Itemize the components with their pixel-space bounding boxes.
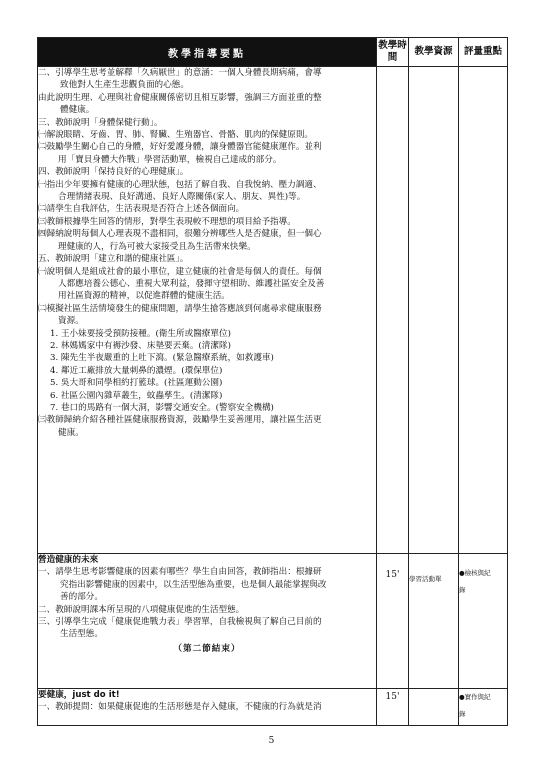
section2-time (377, 554, 409, 689)
section1-tail-line: 健康。 (58, 427, 84, 438)
section2-content (38, 554, 377, 689)
section2-line: 生活型態。 (60, 629, 103, 640)
section2-title: 營造健康的未來 (38, 555, 99, 565)
section1-line: 合理情緒表現、良好溝通、良好人際關係(家人、朋友、異性)等。 (58, 192, 306, 203)
section1-line: 用社區資源的精神，以促進群體的健康生活。 (58, 291, 230, 302)
section2-eval-line1: ●檢核與紀 (459, 569, 491, 577)
section3-line1: 一、教師提問：如果健康促進的生活形態是存入健康，不健康的行為就是消 (38, 702, 322, 713)
section2-lines (38, 566, 376, 640)
service-quiz-item: 7. 巷口的馬路有一個大洞，影響交通安全。(警察安全機構) (50, 402, 274, 413)
header-teaching-time: 教學時間 (377, 38, 409, 67)
section1-line: 用「寶貝身體大作戰」學習活動單，檢視自己達成的部分。 (58, 154, 282, 165)
section1-line: 致他對人生產生悲觀負面的心態。 (60, 80, 189, 91)
section2-time-value: 15' (385, 570, 400, 580)
section1-line: ㈠解說眼睛、牙齒、胃、肺、腎臟、生殖器官、骨骼、肌肉的保健原則。 (38, 130, 314, 141)
section1-line: ㈡請學生自我評估，生活表現是否符合上述各個面向。 (38, 204, 245, 215)
section1-line: ㈡模擬社區生活情境發生的健康問題，請學生搶答應該到何處尋求健康服務 (38, 303, 322, 314)
section1-time-cell (377, 67, 409, 554)
section2-line: 一、請學生思考影響健康的因素有哪些？學生自由回答，教師指出：根據研 (38, 567, 322, 578)
section1-line: 二、引導學生思考並解釋「久病厭世」的意涵：一個人身體長期病痛，會導 (38, 68, 322, 78)
header-teaching-resource: 教學資源 (409, 38, 459, 67)
table-header-row (38, 38, 508, 67)
section3-time-value: 15' (385, 692, 400, 702)
section1-line: 三、教師說明「身體保健行動」。 (38, 117, 163, 128)
section1-line: ㈠指出少年要擁有健康的心理狀態，包括了解自我、自我悅納、壓力調適、 (38, 179, 322, 190)
section1-line: 理健康的人，行為可被大家接受且為生活帶來快樂。 (58, 241, 256, 252)
section3-eval-line2: 錄 (459, 710, 466, 718)
service-quiz-item: 1. 王小妹要接受預防接種。(衛生所或醫療單位) (50, 328, 231, 339)
section-end-mark: （第二節結束） (173, 643, 241, 654)
section2-evaluation (459, 554, 508, 689)
section3-content (38, 689, 377, 726)
section1-line: 五、教師說明「建立和諧的健康社區」。 (38, 254, 189, 265)
section2-row (38, 554, 508, 689)
section2-line: 善的部分。 (60, 592, 103, 603)
service-quiz-item: 4. 鄰近工廠排放大量刺鼻的濃煙。(環保單位) (50, 365, 223, 376)
section1-line: 資源。 (58, 316, 84, 327)
section1-line: 四、教師說明「保持良好的心理健康」。 (38, 167, 189, 178)
service-quiz-item: 5. 吳大哥和同學相約打籃球。(社區運動公園) (50, 378, 223, 389)
page-number: 5 (268, 736, 275, 746)
section2-resource-value: 學習活動單 (409, 575, 442, 583)
section3-title: 要健康，just do it! (38, 690, 120, 700)
section1-line: 體健康。 (60, 105, 95, 116)
section3-row (38, 689, 508, 726)
section3-time (377, 689, 409, 726)
section1-eval-cell (459, 67, 508, 554)
section3-resource (409, 689, 459, 726)
section1-line: ㈣歸納說明每個人心理表現不盡相同，很難分辨哪些人是否健康，但一個心 (38, 229, 322, 240)
section2-line: 究指出影響健康的因素中，以生活型態為重要，也是個人最能掌握與改 (60, 579, 327, 590)
section1-content (38, 67, 377, 554)
section2-eval-line2: 錄 (459, 586, 466, 594)
section2-line: 二、教師說明課本所呈現的八項健康促進的生活型態。 (38, 604, 245, 615)
section2-resource (409, 554, 459, 689)
section1-line: 由此說明生理、心理與社會健康關係密切且相互影響，強調三方面並重的整 (38, 92, 322, 103)
section1-tail-line: ㈢教師歸納介紹各種社區健康服務資源，鼓勵學生妥善運用，讓社區生活更 (38, 415, 322, 426)
section1-resource-cell (409, 67, 459, 554)
section1-line: ㈡鼓勵學生關心自己的身體，好好愛護身體，讓身體器官能健康運作。並利 (38, 142, 322, 153)
service-quiz-item: 2. 林媽媽家中有褥沙發、床墊要丟棄。(清潔隊) (50, 340, 231, 351)
header-evaluation: 評量重點 (459, 38, 508, 67)
section1-line: 人都應培養公德心、重視大眾利益，發揮守望相助、維護社區安全及善 (58, 278, 325, 289)
section2-line: 三、引導學生完成「健康促進戰力表」學習單，自我檢視與了解自己目前的 (38, 617, 322, 628)
section1-line: ㈠說明個人是組成社會的最小單位，建立健康的社會是每個人的責任。每個 (38, 266, 322, 277)
section1-line: ㈢教師根據學生回答的情形，對學生表現較不理想的項目給予指導。 (38, 216, 296, 227)
lesson-plan-table (37, 37, 508, 726)
service-quiz-item: 3. 陳先生半夜嚴重的上吐下瀉。(緊急醫療系統，如救護車) (50, 353, 274, 364)
service-quiz-item: 6. 社區公園內雜草叢生，蚊蟲孳生。(清潔隊) (50, 390, 223, 401)
header-teaching-points: 教學指導要點 (38, 38, 377, 67)
section3-evaluation (459, 689, 508, 726)
section1-row (38, 67, 508, 554)
section3-eval-line1: ●實作與紀 (459, 693, 491, 701)
